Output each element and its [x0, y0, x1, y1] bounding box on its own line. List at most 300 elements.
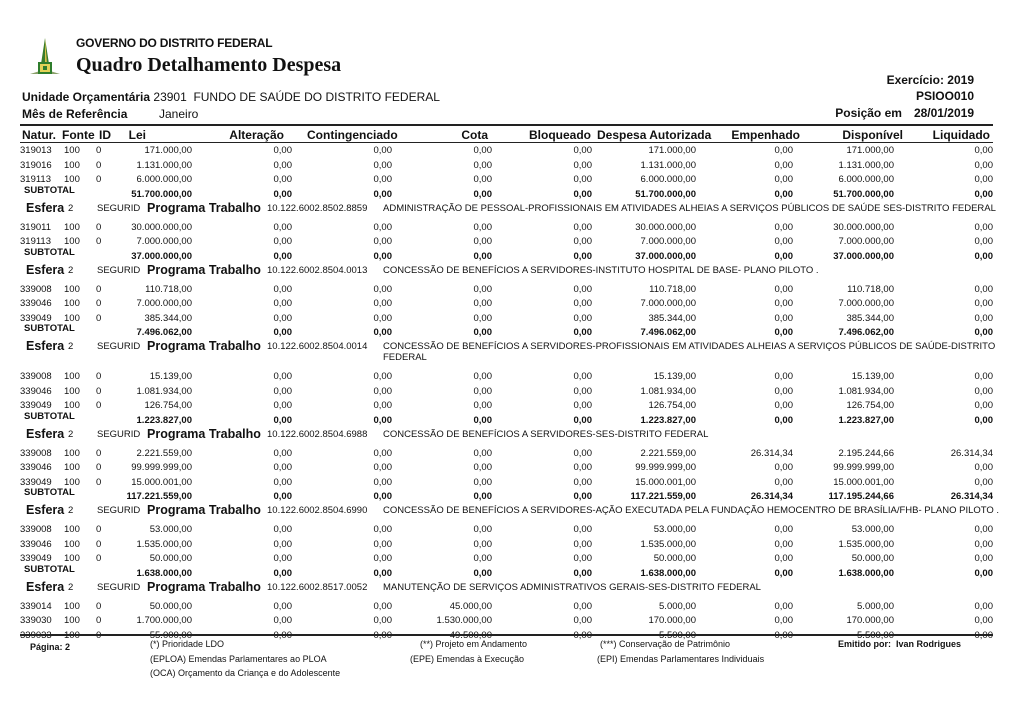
- cell-altera-o: 0,00: [273, 312, 292, 324]
- subtotal-empenhado: 26.314,34: [750, 491, 793, 502]
- cell-bloqueado: 0,00: [573, 159, 592, 171]
- column-header-contingenciado: Contingenciado: [307, 128, 398, 142]
- subtotal-empenhado: 0,00: [774, 188, 793, 200]
- column-header-cota: Cota: [461, 128, 488, 142]
- subtotal-despesa-autorizada: 1.638.000,00: [640, 567, 696, 579]
- cell-despesa-autorizada: 15.000.001,00: [635, 476, 696, 488]
- segurid: SEGURID: [97, 341, 141, 352]
- cell-lei: 7.000.000,00: [136, 236, 192, 247]
- subtotal-contingenciado: 0,00: [373, 491, 392, 502]
- cell-natur: 339014: [20, 600, 52, 612]
- cell-contingenciado: 0,00: [373, 400, 392, 411]
- subtotal-altera-o: 0,00: [273, 567, 292, 579]
- cell-id: 0: [96, 371, 102, 382]
- cell-dispon-vel: 6.000.000,00: [838, 174, 894, 185]
- subtotal-lei: 37.000.000,00: [131, 250, 192, 262]
- subtotal-empenhado: 0,00: [774, 250, 793, 262]
- cell-empenhado: 0,00: [774, 476, 793, 488]
- posicao-date: 28/01/2019: [913, 106, 974, 120]
- cell-despesa-autorizada: 15.139,00: [653, 371, 696, 382]
- emitido-label: Emitido por:: [838, 639, 891, 649]
- cell-id: 0: [96, 447, 102, 459]
- cell-despesa-autorizada: 171.000,00: [648, 145, 696, 156]
- unidade-label: Unidade Orçamentária: [22, 90, 151, 104]
- cell-lei: 1.081.934,00: [136, 385, 192, 397]
- cell-empenhado: 0,00: [774, 145, 793, 156]
- cell-natur: 339049: [20, 312, 52, 324]
- table-row: [0, 615, 1024, 628]
- cell-altera-o: 0,00: [273, 462, 292, 473]
- subtotal-bloqueado: 0,00: [573, 491, 592, 502]
- cell-fonte: 100: [64, 371, 80, 382]
- cell-liquidado: 0,00: [974, 553, 993, 564]
- table-row: [0, 524, 1024, 537]
- cell-id: 0: [96, 298, 102, 309]
- cell-despesa-autorizada: 1.131.000,00: [640, 159, 696, 171]
- gdf-logo-icon: [28, 38, 62, 82]
- footer-divider: [20, 634, 993, 636]
- cell-cota: 45.000,00: [449, 600, 492, 612]
- cell-natur: 339008: [20, 283, 52, 295]
- subtotal-lei: 7.496.062,00: [136, 327, 192, 338]
- cell-lei: 2.221.559,00: [136, 447, 192, 459]
- cell-altera-o: 0,00: [273, 371, 292, 382]
- subtotal-despesa-autorizada: 1.223.827,00: [640, 414, 696, 426]
- cell-fonte: 100: [64, 553, 80, 564]
- cell-altera-o: 0,00: [273, 553, 292, 564]
- cell-empenhado: 0,00: [774, 524, 793, 535]
- cell-bloqueado: 0,00: [573, 447, 592, 459]
- cell-dispon-vel: 30.000.000,00: [833, 221, 894, 233]
- header-divider: [20, 124, 993, 126]
- cell-liquidado: 0,00: [974, 298, 993, 309]
- cell-dispon-vel: 7.000.000,00: [838, 236, 894, 247]
- subtotal-dispon-vel: 7.496.062,00: [838, 327, 894, 338]
- table-row: [0, 448, 1024, 461]
- subtotal-contingenciado: 0,00: [373, 327, 392, 338]
- cell-lei: 171.000,00: [144, 145, 192, 156]
- cell-lei: 385.344,00: [144, 312, 192, 324]
- column-header-divider: [20, 142, 993, 143]
- subtotal-despesa-autorizada: 117.221.559,00: [630, 491, 696, 502]
- cell-natur: 339049: [20, 476, 52, 488]
- cell-bloqueado: 0,00: [573, 371, 592, 382]
- cell-dispon-vel: 15.000.001,00: [833, 476, 894, 488]
- subtotal-bloqueado: 0,00: [573, 567, 592, 579]
- cell-empenhado: 0,00: [774, 385, 793, 397]
- cell-natur: 319113: [20, 174, 51, 185]
- cell-natur: 319113: [20, 236, 51, 247]
- segurid: SEGURID: [97, 581, 141, 593]
- cell-lei: 1.535.000,00: [136, 538, 192, 550]
- cell-fonte: 100: [64, 400, 80, 411]
- cell-dispon-vel: 385.344,00: [846, 312, 894, 324]
- subtotal-liquidado: 0,00: [974, 327, 993, 338]
- cell-bloqueado: 0,00: [573, 600, 592, 612]
- esfera-label: Esfera: [26, 579, 65, 594]
- esfera-value: 2: [68, 581, 74, 593]
- column-header-fonte: Fonte: [62, 128, 95, 142]
- cell-dispon-vel: 7.000.000,00: [838, 298, 894, 309]
- cell-altera-o: 0,00: [273, 283, 292, 295]
- cell-fonte: 100: [64, 174, 80, 185]
- cell-natur: 319016: [20, 159, 52, 171]
- cell-natur: 319011: [20, 221, 51, 233]
- cell-fonte: 100: [64, 476, 80, 488]
- subtotal-row: [0, 488, 1024, 501]
- cell-bloqueado: 0,00: [573, 385, 592, 397]
- cell-cota: 0,00: [473, 553, 492, 564]
- cell-cota: 0,00: [473, 159, 492, 171]
- cell-despesa-autorizada: 110.718,00: [649, 283, 696, 295]
- column-header-altera-o: Alteração: [229, 128, 284, 142]
- programa-code: 10.122.6002.8517.0052: [267, 581, 368, 593]
- subtotal-despesa-autorizada: 51.700.000,00: [635, 188, 696, 200]
- cell-bloqueado: 0,00: [573, 462, 592, 473]
- subtotal-dispon-vel: 1.223.827,00: [838, 414, 894, 426]
- subtotal-empenhado: 0,00: [774, 327, 793, 338]
- cell-lei: 15.000.001,00: [131, 476, 192, 488]
- subtotal-label: SUBTOTAL: [24, 246, 75, 258]
- subtotal-label: SUBTOTAL: [24, 563, 75, 575]
- subtotal-altera-o: 0,00: [273, 491, 292, 502]
- cell-bloqueado: 0,00: [573, 174, 592, 185]
- cell-bloqueado: 0,00: [573, 298, 592, 309]
- cell-empenhado: 26.314,34: [750, 447, 793, 459]
- cell-liquidado: 0,00: [974, 385, 993, 397]
- cell-bloqueado: 0,00: [573, 476, 592, 488]
- column-header-empenhado: Empenhado: [731, 128, 800, 142]
- cell-altera-o: 0,00: [273, 400, 292, 411]
- cell-contingenciado: 0,00: [373, 236, 392, 247]
- cell-empenhado: 0,00: [774, 159, 793, 171]
- cell-dispon-vel: 99.999.999,00: [833, 462, 894, 473]
- subtotal-label: SUBTOTAL: [24, 323, 75, 334]
- cell-despesa-autorizada: 126.754,00: [648, 400, 696, 411]
- programa-description: CONCESSÃO DE BENEFÍCIOS A SERVIDORES-SES-DISTRITO FEDERAL: [383, 428, 709, 440]
- column-header-dispon-vel: Disponível: [842, 128, 903, 142]
- cell-despesa-autorizada: 1.535.000,00: [640, 538, 696, 550]
- cell-dispon-vel: 1.081.934,00: [838, 385, 894, 397]
- cell-empenhado: 0,00: [774, 600, 793, 612]
- cell-lei: 6.000.000,00: [136, 174, 192, 185]
- cell-liquidado: 0,00: [974, 174, 993, 185]
- column-header-id: ID: [99, 128, 111, 142]
- subtotal-row: [0, 324, 1024, 337]
- cell-cota: 0,00: [473, 385, 492, 397]
- cell-dispon-vel: 5.000,00: [857, 600, 894, 612]
- subtotal-empenhado: 0,00: [774, 414, 793, 426]
- cell-fonte: 100: [64, 298, 80, 309]
- cell-cota: 0,00: [473, 371, 492, 382]
- cell-cota: 0,00: [473, 400, 492, 411]
- cell-natur: 319013: [20, 145, 52, 156]
- cell-bloqueado: 0,00: [573, 553, 592, 564]
- cell-id: 0: [96, 538, 102, 550]
- cell-cota: 0,00: [473, 174, 492, 185]
- programa-label: Programa Trabalho: [147, 262, 261, 277]
- subtotal-bloqueado: 0,00: [573, 327, 592, 338]
- esfera-label: Esfera: [26, 503, 65, 517]
- table-row: [0, 222, 1024, 235]
- cell-fonte: 100: [64, 462, 80, 473]
- subtotal-altera-o: 0,00: [273, 414, 292, 426]
- cell-contingenciado: 0,00: [373, 159, 392, 171]
- cell-cota: 0,00: [473, 298, 492, 309]
- cell-natur: 339046: [20, 462, 52, 473]
- cell-natur: 339046: [20, 298, 52, 309]
- cell-lei: 53.000,00: [149, 524, 192, 535]
- cell-contingenciado: 0,00: [373, 298, 392, 309]
- cell-fonte: 100: [64, 385, 80, 397]
- cell-liquidado: 0,00: [974, 371, 993, 382]
- subtotal-despesa-autorizada: 7.496.062,00: [640, 327, 696, 338]
- cell-bloqueado: 0,00: [573, 524, 592, 535]
- table-row: [0, 298, 1024, 311]
- cell-lei: 15.139,00: [149, 371, 192, 382]
- cell-dispon-vel: 126.754,00: [846, 400, 894, 411]
- programa-label: Programa Trabalho: [147, 503, 261, 517]
- subtotal-row: [0, 565, 1024, 578]
- cell-id: 0: [96, 385, 102, 397]
- cell-cota: 0,00: [473, 524, 492, 535]
- table-row: [0, 462, 1024, 475]
- cell-cota: 0,00: [473, 236, 492, 247]
- cell-id: 0: [96, 476, 102, 488]
- subtotal-bloqueado: 0,00: [573, 250, 592, 262]
- cell-id: 0: [96, 462, 102, 473]
- subtotal-cota: 0,00: [473, 188, 492, 200]
- mes-value: Janeiro: [159, 107, 199, 121]
- cell-altera-o: 0,00: [273, 600, 292, 612]
- subtotal-cota: 0,00: [473, 327, 492, 338]
- column-header-liquidado: Liquidado: [932, 128, 990, 142]
- cell-fonte: 100: [64, 236, 80, 247]
- cell-liquidado: 0,00: [974, 400, 993, 411]
- programa-label: Programa Trabalho: [147, 579, 261, 594]
- cell-id: 0: [96, 600, 102, 612]
- cell-despesa-autorizada: 50.000,00: [653, 553, 696, 564]
- cell-altera-o: 0,00: [273, 174, 292, 185]
- cell-fonte: 100: [64, 221, 80, 233]
- cell-liquidado: 0,00: [974, 524, 993, 535]
- cell-id: 0: [96, 159, 102, 171]
- cell-despesa-autorizada: 99.999.999,00: [635, 462, 696, 473]
- subtotal-liquidado: 0,00: [974, 188, 993, 200]
- cell-id: 0: [96, 553, 102, 564]
- segurid: SEGURID: [97, 505, 141, 516]
- subtotal-bloqueado: 0,00: [573, 414, 592, 426]
- subtotal-label: SUBTOTAL: [24, 184, 75, 196]
- subtotal-contingenciado: 0,00: [373, 188, 392, 200]
- esfera-value: 2: [68, 264, 74, 276]
- cell-empenhado: 0,00: [774, 221, 793, 233]
- subtotal-cota: 0,00: [473, 414, 492, 426]
- cell-contingenciado: 0,00: [373, 447, 392, 459]
- column-header-bloqueado: Bloqueado: [529, 128, 591, 142]
- cell-natur: 339008: [20, 524, 52, 535]
- cell-contingenciado: 0,00: [373, 221, 392, 233]
- subtotal-contingenciado: 0,00: [373, 414, 392, 426]
- cell-bloqueado: 0,00: [573, 400, 592, 411]
- cell-id: 0: [96, 174, 102, 185]
- posicao-label: Posição em: [835, 106, 902, 120]
- esfera-value: 2: [68, 505, 74, 516]
- cell-fonte: 100: [64, 447, 80, 459]
- cell-altera-o: 0,00: [273, 145, 292, 156]
- subtotal-liquidado: 0,00: [974, 414, 993, 426]
- cell-natur: 339046: [20, 385, 52, 397]
- cell-dispon-vel: 1.131.000,00: [838, 159, 894, 171]
- cell-fonte: 100: [64, 600, 80, 612]
- cell-id: 0: [96, 400, 102, 411]
- subtotal-liquidado: 26.314,34: [950, 491, 993, 502]
- cell-contingenciado: 0,00: [373, 312, 392, 324]
- subtotal-row: [0, 186, 1024, 199]
- segurid: SEGURID: [97, 428, 141, 440]
- subtotal-row: [0, 412, 1024, 425]
- cell-despesa-autorizada: 2.221.559,00: [640, 447, 696, 459]
- subtotal-liquidado: 0,00: [974, 250, 993, 262]
- subtotal-cota: 0,00: [473, 491, 492, 502]
- cell-contingenciado: 0,00: [373, 524, 392, 535]
- subtotal-dispon-vel: 51.700.000,00: [833, 188, 894, 200]
- programa-description: MANUTENÇÃO DE SERVIÇOS ADMINISTRATIVOS GERAIS-SES-DISTRITO FEDERAL: [383, 581, 761, 593]
- cell-despesa-autorizada: 7.000.000,00: [640, 298, 696, 309]
- cell-cota: 0,00: [473, 283, 492, 295]
- exercicio: [887, 73, 974, 87]
- cell-id: 0: [96, 283, 102, 295]
- cell-natur: 339049: [20, 400, 52, 411]
- cell-liquidado: 0,00: [974, 538, 993, 550]
- cell-liquidado: 0,00: [974, 159, 993, 171]
- unidade-code: 23901: [153, 90, 187, 104]
- legend-conservacao: (***) Conservação de Patrimônio: [600, 639, 731, 649]
- subtotal-lei: 117.221.559,00: [126, 491, 192, 502]
- cell-bloqueado: 0,00: [573, 615, 592, 626]
- programa-code: 10.122.6002.8504.0014: [267, 341, 368, 352]
- subtotal-cota: 0,00: [473, 567, 492, 579]
- cell-liquidado: 0,00: [974, 145, 993, 156]
- programa-code: 10.122.6002.8504.6988: [267, 428, 368, 440]
- government-name: GOVERNO DO DISTRITO FEDERAL: [76, 36, 273, 50]
- subtotal-lei: 51.700.000,00: [131, 188, 192, 200]
- posicao: [835, 106, 974, 120]
- report-title: Quadro Detalhamento Despesa: [76, 54, 342, 76]
- table-row: [0, 539, 1024, 552]
- column-header-natur: Natur.: [22, 128, 57, 142]
- table-row: [0, 601, 1024, 614]
- column-headers: [0, 128, 1024, 142]
- cell-dispon-vel: 171.000,00: [846, 145, 894, 156]
- report-code: PSIOO010: [915, 89, 974, 103]
- programa-label: Programa Trabalho: [147, 200, 261, 215]
- cell-natur: 339049: [20, 553, 52, 564]
- cell-altera-o: 0,00: [273, 298, 292, 309]
- programa-description: CONCESSÃO DE BENEFÍCIOS A SERVIDORES-INSTITUTO HOSPITAL DE BASE- PLANO PILOTO .: [383, 264, 819, 276]
- cell-natur: 339030: [20, 615, 52, 626]
- cell-empenhado: 0,00: [774, 553, 793, 564]
- cell-liquidado: 0,00: [974, 221, 993, 233]
- table-row: [0, 371, 1024, 384]
- cell-altera-o: 0,00: [273, 385, 292, 397]
- cell-liquidado: 0,00: [974, 600, 993, 612]
- legend-oca: (OCA) Orçamento da Criança e do Adolescente: [150, 668, 341, 678]
- cell-cota: 1.530.000,00: [436, 615, 492, 626]
- exercicio-label: Exercício:: [886, 73, 944, 87]
- cell-altera-o: 0,00: [273, 447, 292, 459]
- cell-despesa-autorizada: 30.000.000,00: [635, 221, 696, 233]
- esfera-label: Esfera: [26, 262, 65, 277]
- esfera-value: 2: [68, 202, 74, 214]
- mes-label: Mês de Referência: [22, 107, 128, 121]
- subtotal-lei: 1.638.000,00: [136, 567, 192, 579]
- cell-despesa-autorizada: 170.000,00: [648, 615, 696, 626]
- legend-epe: (EPE) Emendas à Execução: [410, 654, 525, 664]
- cell-empenhado: 0,00: [774, 312, 793, 324]
- cell-despesa-autorizada: 6.000.000,00: [640, 174, 696, 185]
- subtotal-despesa-autorizada: 37.000.000,00: [635, 250, 696, 262]
- programa-label: Programa Trabalho: [147, 339, 261, 353]
- cell-liquidado: 26.314,34: [950, 447, 993, 459]
- legend-epi: (EPI) Emendas Parlamentares Individuais: [597, 654, 765, 664]
- subtotal-bloqueado: 0,00: [573, 188, 592, 200]
- cell-altera-o: 0,00: [273, 236, 292, 247]
- cell-empenhado: 0,00: [774, 538, 793, 550]
- cell-lei: 50.000,00: [149, 600, 192, 612]
- column-header-despesa-autorizada: Despesa Autorizada: [597, 128, 712, 142]
- cell-cota: 0,00: [473, 447, 492, 459]
- cell-altera-o: 0,00: [273, 615, 292, 626]
- cell-contingenciado: 0,00: [373, 174, 392, 185]
- cell-lei: 1.700.000,00: [136, 615, 192, 626]
- cell-despesa-autorizada: 385.344,00: [648, 312, 696, 324]
- segurid: SEGURID: [97, 264, 141, 276]
- cell-id: 0: [96, 145, 102, 156]
- esfera-label: Esfera: [26, 339, 65, 353]
- cell-lei: 50.000,00: [149, 553, 192, 564]
- programa-description: CONCESSÃO DE BENEFÍCIOS A SERVIDORES-AÇÃO EXECUTADA PELA FUNDAÇÃO HEMOCENTRO DE BRASÍLIA/FHB- PLANO PILOTO .: [383, 505, 1000, 516]
- subtotal-dispon-vel: 117.195.244,66: [828, 491, 894, 502]
- subtotal-liquidado: 0,00: [974, 567, 993, 579]
- programa-code: 10.122.6002.8504.6990: [267, 505, 368, 516]
- subtotal-dispon-vel: 1.638.000,00: [838, 567, 894, 579]
- cell-contingenciado: 0,00: [373, 283, 392, 295]
- cell-bloqueado: 0,00: [573, 538, 592, 550]
- cell-bloqueado: 0,00: [573, 283, 592, 295]
- cell-natur: 339008: [20, 371, 52, 382]
- table-row: [0, 160, 1024, 173]
- cell-cota: 0,00: [473, 538, 492, 550]
- cell-empenhado: 0,00: [774, 371, 793, 382]
- subtotal-cota: 0,00: [473, 250, 492, 262]
- subtotal-contingenciado: 0,00: [373, 567, 392, 579]
- cell-id: 0: [96, 524, 102, 535]
- cell-fonte: 100: [64, 312, 80, 324]
- cell-lei: 1.131.000,00: [136, 159, 192, 171]
- cell-liquidado: 0,00: [974, 462, 993, 473]
- cell-fonte: 100: [64, 615, 80, 626]
- cell-cota: 0,00: [473, 221, 492, 233]
- subtotal-empenhado: 0,00: [774, 567, 793, 579]
- segurid: SEGURID: [97, 202, 141, 214]
- table-row: [0, 145, 1024, 158]
- cell-empenhado: 0,00: [774, 400, 793, 411]
- page-value: 2: [65, 642, 71, 652]
- cell-id: 0: [96, 615, 102, 626]
- cell-liquidado: 0,00: [974, 283, 993, 295]
- cell-fonte: 100: [64, 283, 80, 295]
